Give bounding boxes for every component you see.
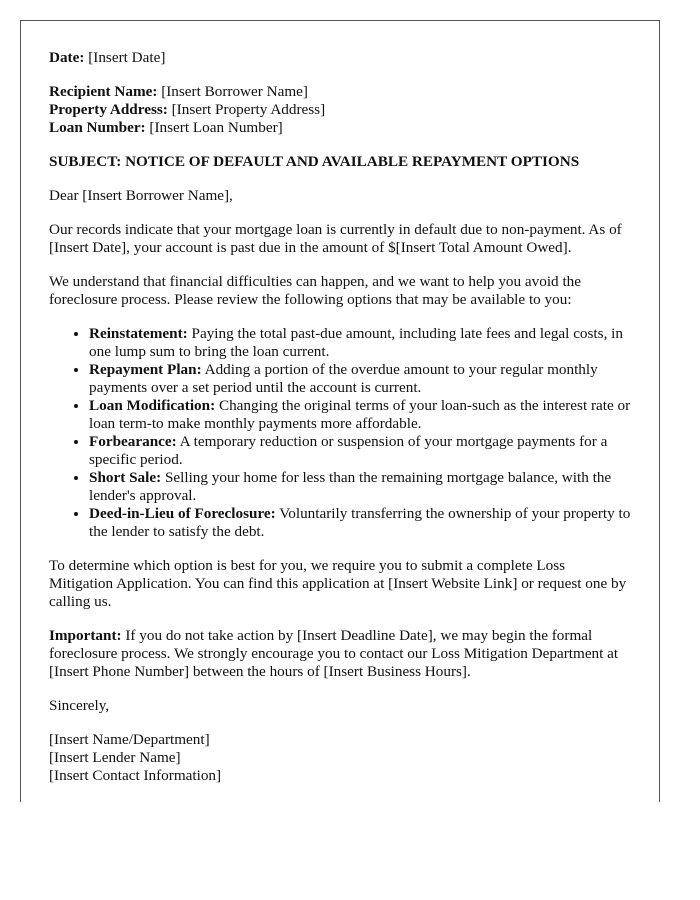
closing: Sincerely,	[49, 697, 110, 714]
option-title: Short Sale:	[89, 469, 162, 486]
default-notice-paragraph: Our records indicate that your mortgage loan is currently in default due to non-payment. As of [Insert Date], your account is past due in the amount of $[Insert Total Amount Owed].	[49, 221, 622, 256]
option-item-forbearance	[89, 433, 631, 469]
date-line	[49, 49, 631, 67]
option-title: Reinstatement:	[89, 325, 188, 342]
important-label: Important:	[49, 627, 122, 644]
signature-block	[49, 731, 631, 785]
option-item-short-sale	[89, 469, 631, 505]
option-item-loan-modification	[89, 397, 631, 433]
important-text: If you do not take action by [Insert Deadline Date], we may begin the formal foreclosure process. We strongly encourage you to contact our Loss Mitigation Department at [Insert Phone Number] between the hours of [Insert Business Hours].	[49, 627, 619, 680]
important-paragraph	[49, 627, 631, 681]
option-title: Deed-in-Lieu of Foreclosure:	[89, 505, 276, 522]
option-text: A temporary reduction or suspension of your mortgage payments for a specific period.	[89, 433, 608, 468]
signature-contact: [Insert Contact Information]	[49, 767, 222, 784]
option-title: Forbearance:	[89, 433, 177, 450]
option-text: Adding a portion of the overdue amount to your regular monthly payments over a set period until the account is current.	[89, 361, 598, 396]
date-label: Date:	[49, 49, 85, 66]
recipient-value: [Insert Borrower Name]	[161, 83, 308, 100]
option-text: Paying the total past-due amount, including late fees and legal costs, in one lump sum to bring the loan current.	[89, 325, 623, 360]
options-intro-paragraph: We understand that financial difficulties can happen, and we want to help you avoid the foreclosure process. Please review the following options that may be available to you:	[49, 273, 581, 308]
option-text: Selling your home for less than the remaining mortgage balance, with the lender's approval.	[89, 469, 612, 504]
recipient-label: Recipient Name:	[49, 83, 158, 100]
recipient-line	[49, 83, 631, 101]
option-text: Voluntarily transferring the ownership of your property to the lender to satisfy the debt.	[89, 505, 631, 540]
date-value: [Insert Date]	[88, 49, 166, 66]
property-value: [Insert Property Address]	[171, 101, 326, 118]
options-list	[49, 325, 631, 541]
recipient-block	[49, 83, 631, 137]
letter-document	[20, 20, 660, 802]
option-title: Loan Modification:	[89, 397, 216, 414]
option-item-deed-in-lieu	[89, 505, 631, 541]
property-line	[49, 101, 631, 119]
loan-line	[49, 119, 631, 137]
loan-value: [Insert Loan Number]	[149, 119, 283, 136]
application-paragraph: To determine which option is best for you, we require you to submit a complete Loss Mitigation Application. You can find this application at [Insert Website Link] or request one by calling us.	[49, 557, 627, 610]
option-item-reinstatement	[89, 325, 631, 361]
option-text: Changing the original terms of your loan-such as the interest rate or loan term-to make monthly payments more affordable.	[89, 397, 631, 432]
subject-line: SUBJECT: NOTICE OF DEFAULT AND AVAILABLE REPAYMENT OPTIONS	[49, 153, 580, 170]
salutation: Dear [Insert Borrower Name],	[49, 187, 233, 204]
option-title: Repayment Plan:	[89, 361, 202, 378]
signature-lender: [Insert Lender Name]	[49, 749, 181, 766]
option-item-repayment-plan	[89, 361, 631, 397]
signature-name: [Insert Name/Department]	[49, 731, 210, 748]
property-label: Property Address:	[49, 101, 168, 118]
loan-label: Loan Number:	[49, 119, 146, 136]
